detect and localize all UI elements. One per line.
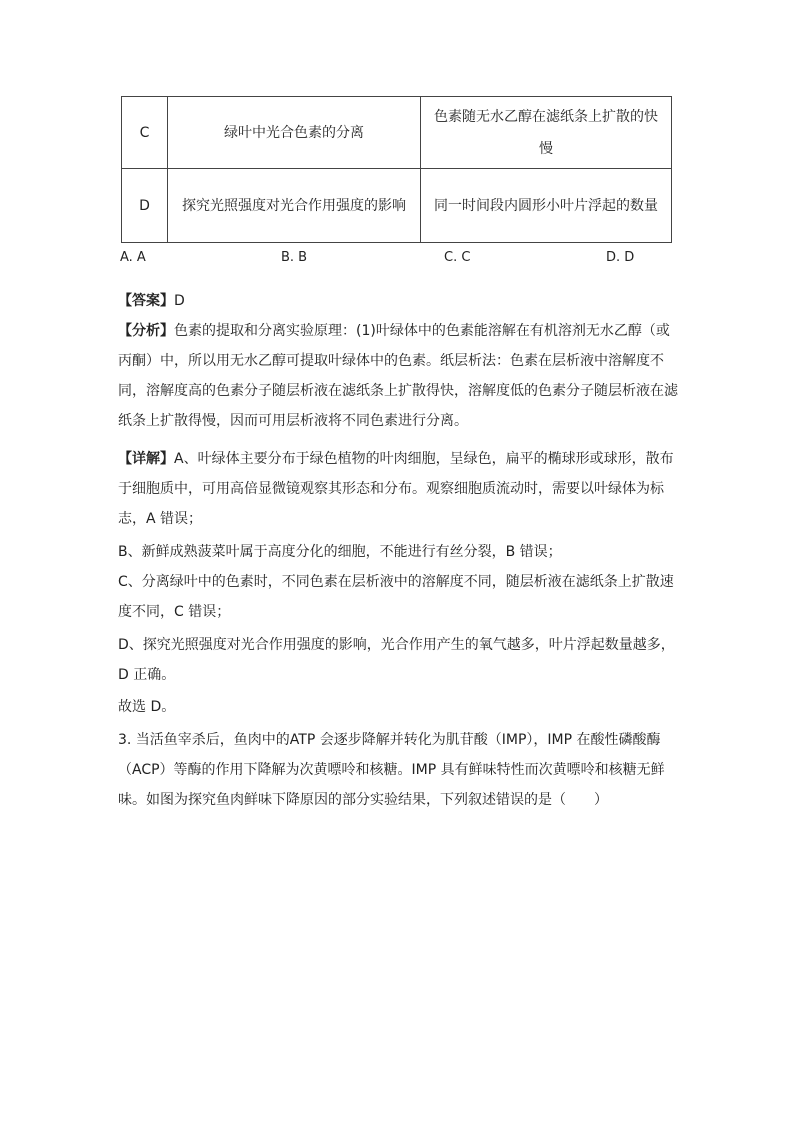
conclusion: 故选 D。 <box>118 699 176 715</box>
answer-line <box>118 286 680 316</box>
table-row <box>122 169 672 243</box>
indicator-cell: 同一时间段内圆形小叶片浮起的数量 <box>421 169 672 243</box>
detail-a <box>118 444 680 534</box>
choice-b: B. B <box>281 250 308 265</box>
question-3: 3. 当活鱼宰杀后，鱼肉中的ATP 会逐步降解并转化为肌苷酸（IMP），IMP 在酸性磷酸酶（ACP）等酶的作用下降解为次黄嘌呤和核糖。IMP 具有鲜味特性而次黄嘌呤和核糖无鲜味。如图为探究鱼肉鲜味下降原因的部分实验结果，下列叙述错误的是（ ） <box>118 732 665 808</box>
choice-d: D. D <box>606 250 635 265</box>
choice-a: A. A <box>120 250 146 265</box>
table-row <box>122 97 672 169</box>
answer-value: D <box>174 293 185 309</box>
analysis-tag: 【分析】 <box>118 323 174 339</box>
experiment-cell: 绿叶中光合色素的分离 <box>168 97 421 169</box>
row-label: D <box>122 169 168 243</box>
answer-tag: 【答案】 <box>118 293 174 309</box>
detail-tag: 【详解】 <box>118 451 174 467</box>
experiment-cell: 探究光照强度对光合作用强度的影响 <box>168 169 421 243</box>
choice-c: C. C <box>444 250 471 265</box>
detail-d: D、探究光照强度对光合作用强度的影响，光合作用产生的氧气越多，叶片浮起数量越多，D 正确。 <box>118 637 675 683</box>
row-label: C <box>122 97 168 169</box>
detail-c: C、分离绿叶中的色素时，不同色素在层析液中的溶解度不同，随层析液在滤纸条上扩散速度不同，C 错误； <box>118 574 674 620</box>
indicator-cell: 色素随无水乙醇在滤纸条上扩散的快慢 <box>421 97 672 169</box>
options-table <box>121 96 672 243</box>
detail-a-text: A、叶绿体主要分布于绿色植物的叶肉细胞，呈绿色，扁平的椭球形或球形，散布于细胞质中，可用高倍显微镜观察其形态和分布。观察细胞质流动时，需要以叶绿体为标志，A 错误； <box>118 451 674 527</box>
detail-b: B、新鲜成熟菠菜叶属于高度分化的细胞，不能进行有丝分裂，B 错误； <box>118 544 562 560</box>
answer-choices <box>120 250 640 270</box>
analysis-text: 色素的提取和分离实验原理：(1)叶绿体中的色素能溶解在有机溶剂无水乙醇（或丙酮）中，所以用无水乙醇可提取叶绿体中的色素。纸层析法：色素在层析液中溶解度不同，溶解度高的色素分子随层析液在滤纸条上扩散得快，溶解度低的色素分子随层析液在滤纸条上扩散得慢，因而可用层析液将不同色素进行分离。 <box>118 323 678 429</box>
analysis-paragraph <box>118 316 680 436</box>
